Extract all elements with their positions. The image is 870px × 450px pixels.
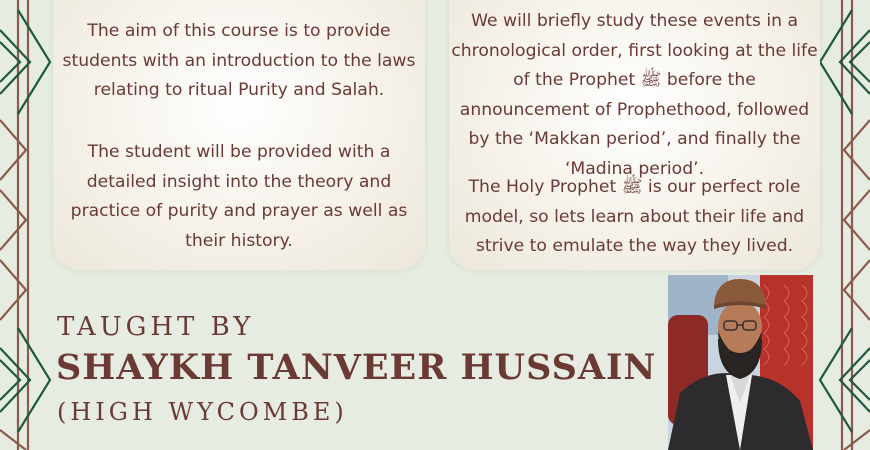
taught-by-label: TAUGHT BY	[57, 312, 255, 342]
teacher-name: SHAYKH TANVEER HUSSAIN	[56, 347, 657, 388]
seerah-description-card	[449, 0, 820, 270]
left-border-ornament	[0, 0, 54, 450]
teacher-photo	[668, 275, 813, 450]
course-aim-paragraph: The aim of this course is to provide students with an introduction to the laws relating to ritual Purity and Salah.	[62, 21, 416, 100]
seerah-overview-paragraph: We will briefly study these events in a chronological order, first looking at the life of the Prophet ﷺ before the announcement of Prophethood, followed by the ‘Makkan period’, and finally the ‘Madina period’.	[451, 11, 818, 179]
right-border-ornament	[816, 0, 870, 450]
course-description-card	[53, 0, 425, 270]
teacher-location: (HIGH WYCOMBE)	[57, 398, 348, 426]
course-insight-paragraph: The student will be provided with a detailed insight into the theory and practice of purity and prayer as well as their history.	[70, 142, 408, 251]
role-model-paragraph: The Holy Prophet ﷺ is our perfect role model, so lets learn about their life and strive to emulate the way they lived.	[464, 177, 805, 256]
